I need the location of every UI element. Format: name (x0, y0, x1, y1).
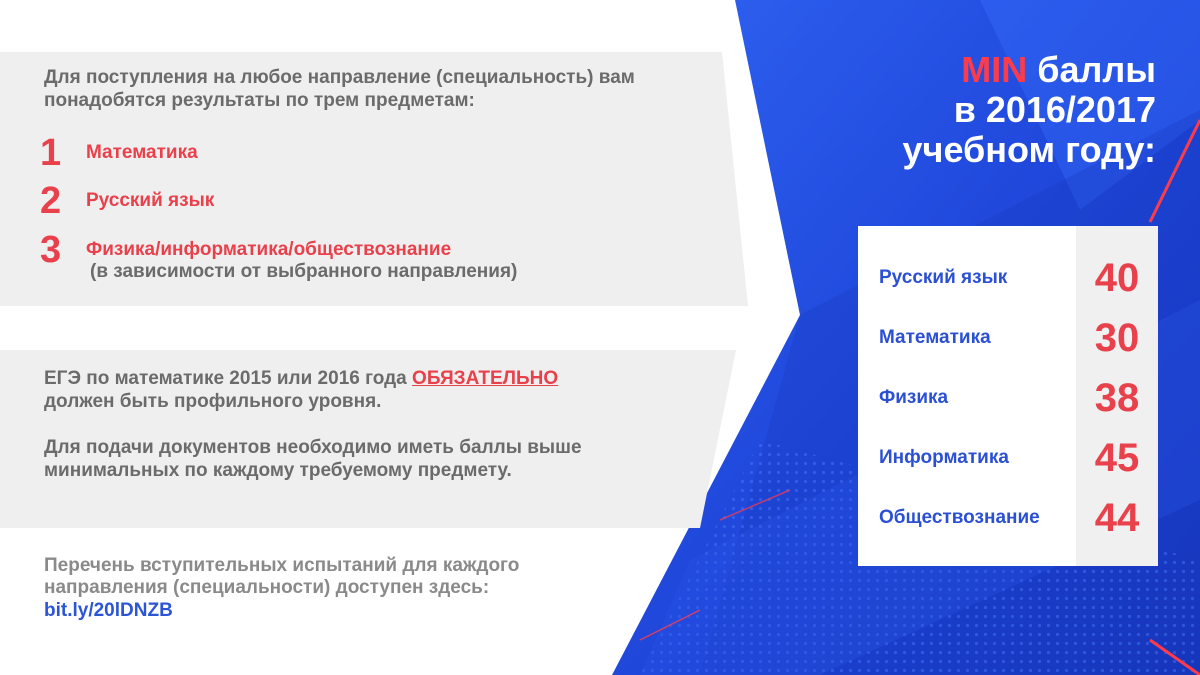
score-value: 40 (1094, 256, 1140, 300)
score-row (858, 488, 1158, 548)
score-value: 45 (1094, 436, 1140, 480)
score-row (858, 308, 1158, 368)
title-text: учебном году: (902, 129, 1156, 170)
score-subject: Обществознание (879, 507, 1040, 528)
subject-note: (в зависимости от выбранного направления) (90, 261, 518, 282)
score-row (858, 248, 1158, 308)
exam-list-link[interactable]: bit.ly/20lDNZB (44, 600, 173, 621)
exam-list-notice: Перечень вступительных испытаний для каждого направления (специальности) доступен здесь: (44, 555, 520, 598)
notice-text: должен быть профильного уровня. (44, 391, 382, 412)
subject-number: 3 (40, 229, 62, 271)
score-subject: Русский язык (879, 267, 1008, 288)
documents-notice: Для подачи документов необходимо иметь баллы выше минимальных по каждому требуемому предмету. (44, 437, 582, 481)
score-row (858, 368, 1158, 428)
score-subject: Математика (879, 327, 991, 348)
subject-label: Русский язык (86, 190, 215, 211)
title-text: в 2016/2017 (953, 89, 1156, 130)
score-value: 38 (1094, 376, 1140, 420)
subject-number: 1 (40, 132, 62, 174)
math-profile-notice (44, 367, 684, 413)
score-subject: Информатика (879, 447, 1009, 468)
intro-text: Для поступления на любое направление (специальность) вам понадобятся результаты по трем предметам: (44, 67, 635, 111)
score-row (858, 428, 1158, 488)
min-scores-title (903, 50, 1156, 170)
score-value: 30 (1094, 316, 1140, 360)
subject-item (40, 231, 517, 283)
subject-label: Физика/информатика/обществознание (86, 239, 452, 260)
score-subject: Физика (879, 387, 949, 408)
subject-label: Математика (86, 142, 198, 163)
subject-item (40, 134, 198, 172)
min-label: MIN (961, 49, 1028, 90)
notice-text: ЕГЭ по математике 2015 или 2016 года (44, 368, 413, 389)
title-text: баллы (1027, 49, 1156, 90)
subject-number: 2 (40, 180, 62, 222)
score-value: 44 (1094, 496, 1140, 540)
subject-item (40, 182, 214, 220)
min-scores-card (858, 226, 1158, 566)
mandatory-highlight: ОБЯЗАТЕЛЬНО (412, 368, 559, 389)
